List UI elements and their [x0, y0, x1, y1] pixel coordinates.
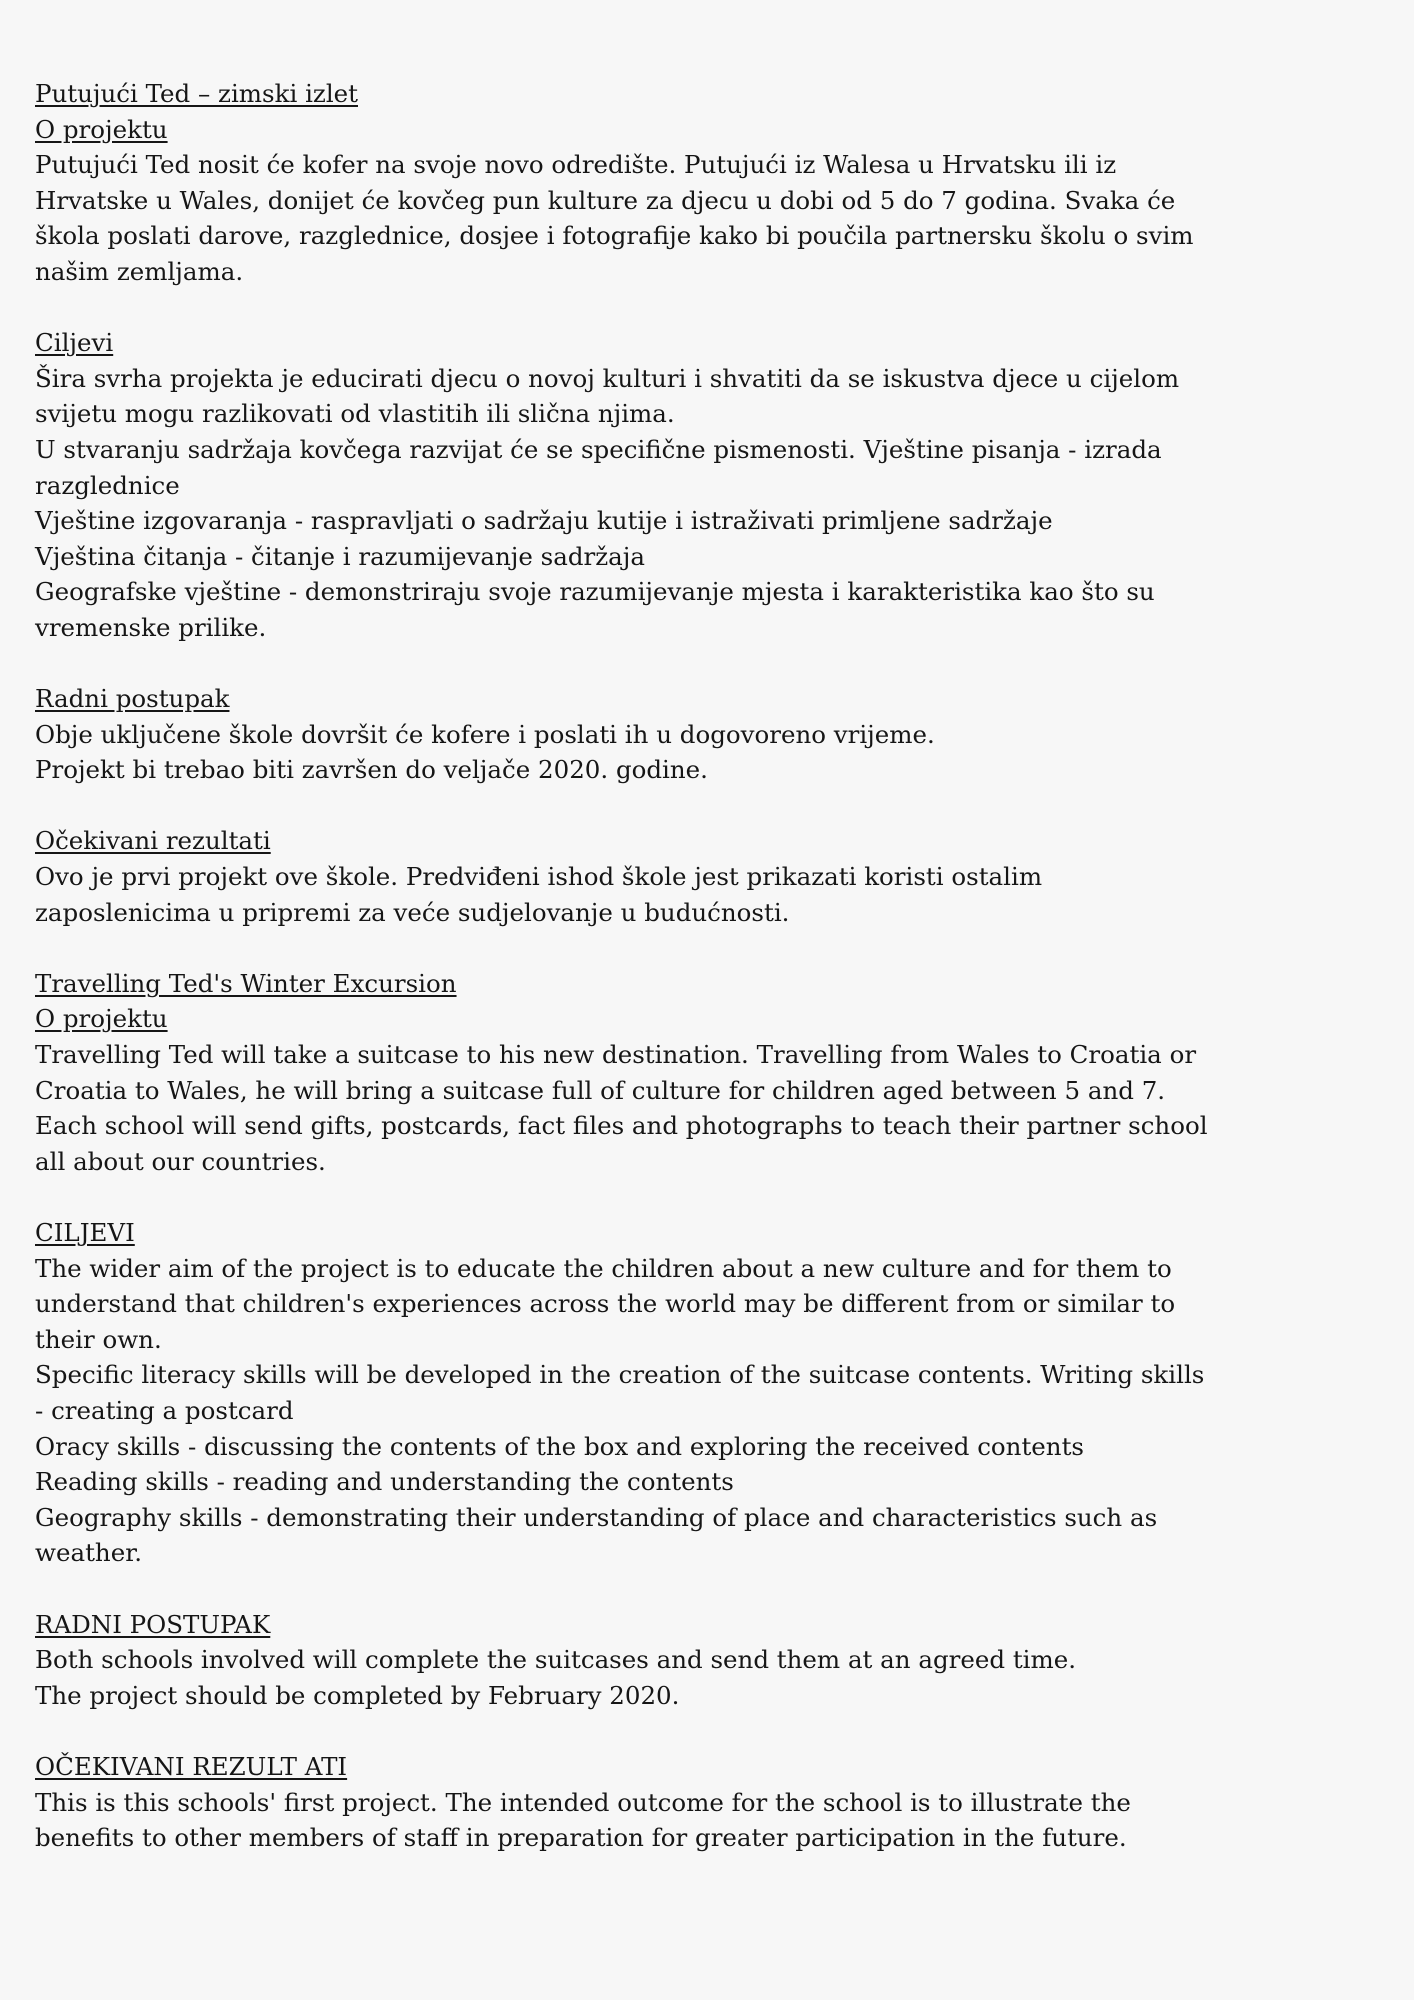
paragraph-line: Specific literacy skills will be developed in the creation of the suitcase contents. Writing skills [35, 1360, 1205, 1390]
document-title-english: Travelling Ted's Winter Excursion [35, 968, 457, 998]
spacer [35, 788, 1375, 824]
paragraph-line: svijetu mogu razlikovati od vlastitih ili slična njima. [35, 399, 675, 429]
section-procedure-croatian [35, 681, 1375, 788]
paragraph-line: Travelling Ted will take a suitcase to his new destination. Travelling from Wales to Croatia or [35, 1040, 1197, 1070]
paragraph-line: Ovo je prvi projekt ove škole. Predviđeni ishod škole jest prikazati koristi ostalim [35, 862, 1043, 892]
paragraph-line: weather. [35, 1538, 143, 1568]
section-about-croatian [35, 112, 1375, 290]
section-heading: RADNI POSTUPAK [35, 1609, 271, 1639]
spacer [35, 1713, 1375, 1749]
paragraph-line: Vještine izgovaranja - raspravljati o sadržaju kutije i istraživati primljene sadržaje [35, 506, 1053, 536]
paragraph-line: The wider aim of the project is to educate the children about a new culture and for them to [35, 1253, 1172, 1283]
paragraph-line: Obje uključene škole dovršit će kofere i poslati ih u dogovoreno vrijeme. [35, 719, 935, 749]
paragraph-line: This is this schools' first project. The intended outcome for the school is to illustrate the [35, 1787, 1131, 1817]
paragraph-line: vremenske prilike. [35, 612, 267, 642]
paragraph-line: Projekt bi trebao biti završen do veljače 2020. godine. [35, 755, 708, 785]
paragraph-line: Oracy skills - discussing the contents of the box and exploring the received contents [35, 1431, 1085, 1461]
paragraph-line: The project should be completed by February 2020. [35, 1680, 680, 1710]
section-heading: O projektu [35, 1004, 168, 1034]
paragraph-line: Each school will send gifts, postcards, fact files and photographs to teach their partner school [35, 1111, 1208, 1141]
spacer [35, 646, 1375, 682]
paragraph-line: našim zemljama. [35, 256, 244, 286]
paragraph-line: Reading skills - reading and understanding the contents [35, 1467, 734, 1497]
paragraph-line: benefits to other members of staff in preparation for greater participation in the future. [35, 1823, 1127, 1853]
section-heading: CILJEVI [35, 1218, 135, 1247]
section-about-english [35, 1001, 1375, 1179]
paragraph-line: zaposlenicima u pripremi za veće sudjelovanje u budućnosti. [35, 897, 790, 927]
paragraph-line: U stvaranju sadržaja kovčega razvijat će se specifične pismenosti. Vještine pisanja - izrada [35, 434, 1162, 464]
paragraph-line: Hrvatske u Wales, donijet će kovčeg pun kulture za djecu u dobi od 5 do 7 godina. Svaka će [35, 185, 1176, 215]
paragraph-line: - creating a postcard [35, 1395, 294, 1425]
paragraph-line: Both schools involved will complete the suitcases and send them at an agreed time. [35, 1645, 1077, 1675]
paragraph-line: Geografske vještine - demonstriraju svoje razumijevanje mjesta i karakteristika kao što su [35, 577, 1155, 607]
section-heading: O projektu [35, 114, 168, 144]
paragraph-line: Geography skills - demonstrating their understanding of place and characteristics such as [35, 1502, 1158, 1532]
section-results-croatian [35, 823, 1375, 930]
paragraph-line: Croatia to Wales, he will bring a suitcase full of culture for children aged between 5 and 7. [35, 1075, 1166, 1105]
paragraph-line: Vještina čitanja - čitanje i razumijevanje sadržaja [35, 541, 645, 571]
document-body [35, 76, 1375, 1856]
section-aims-croatian [35, 325, 1375, 645]
paragraph-line: razglednice [35, 470, 180, 500]
paragraph-line: their own. [35, 1324, 162, 1354]
paragraph-line: Putujući Ted nosit će kofer na svoje novo odredište. Putujući iz Walesa u Hrvatsku ili iz [35, 150, 1117, 180]
paragraph-line: all about our countries. [35, 1146, 326, 1176]
section-aims-english [35, 1215, 1375, 1571]
section-heading: Očekivani rezultati [35, 826, 271, 856]
spacer [35, 290, 1375, 326]
paragraph-line: understand that children's experiences across the world may be different from or similar to [35, 1289, 1176, 1319]
section-heading: Ciljevi [35, 328, 114, 358]
spacer [35, 930, 1375, 966]
paragraph-line: škola poslati darove, razglednice, dosjee i fotografije kako bi poučila partnersku školu o svim [35, 221, 1194, 251]
section-results-english [35, 1749, 1375, 1856]
section-heading: Radni postupak [35, 684, 230, 714]
spacer [35, 1179, 1375, 1215]
paragraph-line: Šira svrha projekta je educirati djecu o novoj kulturi i shvatiti da se iskustva djece u cijelom [35, 363, 1180, 393]
document-title-croatian: Putujući Ted – zimski izlet [35, 79, 358, 108]
section-procedure-english [35, 1607, 1375, 1714]
spacer [35, 1571, 1375, 1607]
section-heading: OČEKIVANI REZULT ATI [35, 1751, 348, 1781]
